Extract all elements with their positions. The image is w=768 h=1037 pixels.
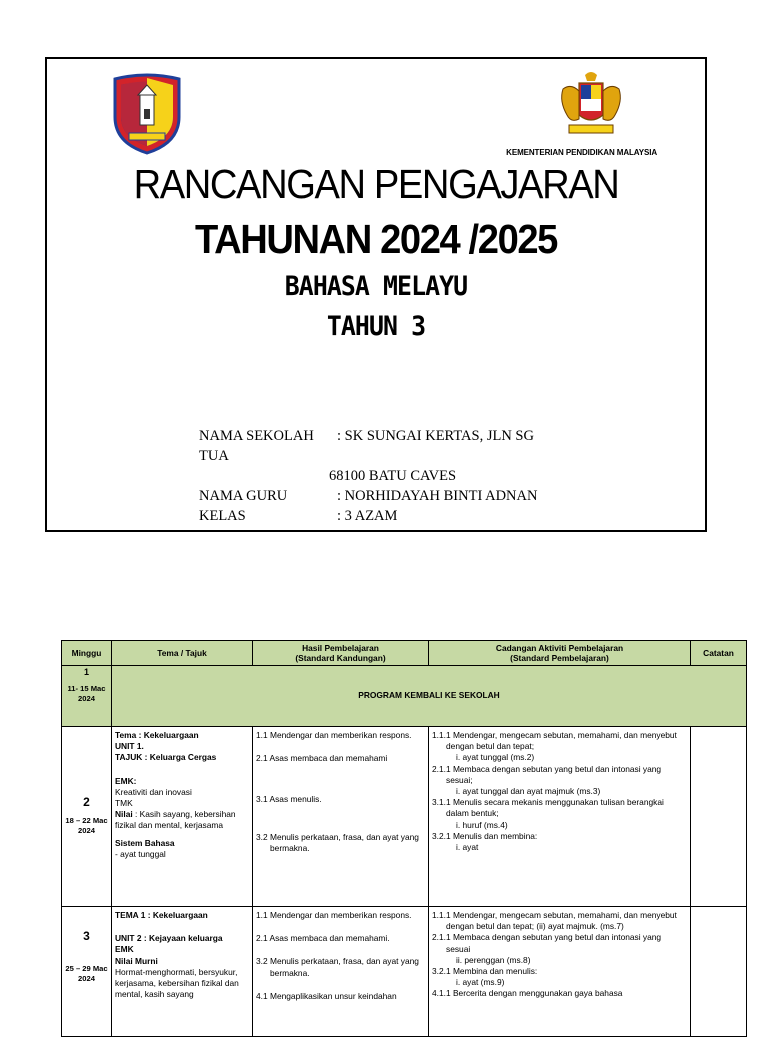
ministry-label: KEMENTERIAN PENDIDIKAN MALAYSIA	[506, 148, 657, 157]
week-3-nilai: Hormat-menghormati, bersyukur, kerjasama, kebersihan fizikal dan mental, kasih sayang	[115, 966, 239, 1000]
sk-item: 3.2 Menulis perkataan, frasa, dan ayat yang bermakna.	[256, 956, 419, 978]
nilai-value: : Kasih sayang, kebersihan fizikal dan mental, kerjasama	[115, 809, 236, 831]
back-to-school-program: PROGRAM KEMBALI KE SEKOLAH	[112, 666, 747, 727]
week-3-theme	[112, 907, 253, 1037]
sp-item: 1.1.1 Mendengar, mengecam sebutan, memahami, dan menyebut dengan betul dan tepat; (ii) ayat majmuk. (ms.7)	[432, 910, 677, 932]
sp-item: 1.1.1 Mendengar, mengecam sebutan, memahami, dan menyebut dengan betul dan tepat;	[432, 730, 677, 752]
table-row-week-1	[62, 666, 747, 727]
week-2-tajuk	[115, 752, 249, 763]
teacher-value: : NORHIDAYAH BINTI ADNAN	[337, 488, 538, 504]
sp-sub: i. ayat tunggal (ms.2)	[456, 752, 535, 763]
subject-title: BAHASA MELAYU	[284, 271, 468, 302]
document-title-line-2: TAHUNAN 2024 /2025	[194, 216, 558, 262]
school-value: : SK SUNGAI KERTAS, JLN SG	[337, 428, 534, 444]
tema-value: Kekeluargaan	[150, 910, 208, 920]
week-2-emk: Kreativiti dan inovasi	[115, 786, 192, 797]
week-2-sistem: - ayat tunggal	[115, 848, 166, 859]
week-3-cell	[62, 907, 112, 1037]
week-3-emk: EMK	[115, 944, 134, 955]
week-3-standard-pembelajaran	[429, 907, 691, 1037]
week-1-number: 1	[83, 667, 89, 677]
week-2-sistem-label: Sistem Bahasa	[115, 837, 175, 848]
week-3-nilai-label: Nilai Murni	[115, 955, 158, 966]
header-activity	[429, 641, 691, 666]
sp-item: 3.2.1 Membina dan menulis:	[432, 966, 538, 977]
school-info	[199, 426, 579, 526]
school-address: 68100 BATU CAVES	[329, 468, 457, 484]
header-activity-line-1: Cadangan Aktiviti Pembelajaran	[495, 643, 624, 653]
sk-item: 4.1 Mengaplikasikan unsur keindahan	[256, 990, 397, 1001]
sp-item: 4.1.1 Bercerita dengan menggunakan gaya bahasa	[432, 988, 623, 999]
week-2-standard-kandungan	[253, 727, 429, 907]
sk-item: 3.2 Menulis perkataan, frasa, dan ayat yang bermakna.	[256, 831, 419, 853]
sk-item: 1.1 Mendengar dan memberikan respons.	[256, 730, 412, 740]
week-1-date: 11- 15 Mac 2024	[67, 684, 106, 704]
table-header-row	[62, 641, 747, 666]
week-2-standard-pembelajaran	[429, 727, 691, 907]
table-row-week-3	[62, 907, 747, 1037]
week-2-notes	[691, 727, 747, 907]
header-theme: Tema / Tajuk	[112, 641, 253, 666]
header-notes: Catatan	[691, 641, 747, 666]
cover-page	[45, 57, 707, 532]
year-title: TAHUN 3	[326, 311, 426, 342]
week-3-date: 25 – 29 Mac 2024	[65, 964, 108, 984]
unit-value: Kejayaan keluarga	[146, 933, 223, 944]
tajuk-label: TAJUK :	[115, 752, 148, 763]
sp-sub: i. ayat	[456, 842, 479, 853]
sp-sub: ii. perenggan (ms.8)	[456, 954, 531, 965]
week-2-emk-label: EMK:	[115, 775, 137, 786]
sp-item: 3.2.1 Menulis dan membina:	[432, 830, 538, 841]
week-2-unit: UNIT 1.	[115, 741, 144, 752]
header-lo-line-1: Hasil Pembelajaran	[302, 643, 379, 653]
teacher-row	[199, 486, 579, 506]
sp-sub: i. ayat tunggal dan ayat majmuk (ms.3)	[456, 786, 601, 797]
sp-item: 2.1.1 Membaca dengan sebutan yang betul dan intonasi yang sesuai;	[432, 763, 662, 785]
table-row-week-2	[62, 727, 747, 907]
sp-item: 2.1.1 Membaca dengan sebutan yang betul dan intonasi yang sesuai	[432, 932, 662, 954]
school-cont: TUA	[199, 448, 229, 464]
week-3-notes	[691, 907, 747, 1037]
week-3-standard-kandungan	[253, 907, 429, 1037]
week-2-cell	[62, 727, 112, 907]
school-label: NAMA SEKOLAH	[199, 428, 314, 444]
sk-item: 3.1 Asas menulis.	[256, 794, 322, 805]
class-row	[199, 506, 579, 526]
malaysia-coat-of-arms-logo	[557, 71, 625, 143]
header-week: Minggu	[62, 641, 112, 666]
week-2-date: 18 – 22 Mac 2024	[65, 816, 108, 836]
document-title-line-1: RANCANGAN PENGAJARAN	[133, 161, 619, 207]
sk-item: 2.1 Asas membaca dan memahami	[256, 753, 388, 764]
week-3-number: 3	[83, 929, 90, 943]
teacher-label: NAMA GURU	[199, 488, 288, 504]
unit-label: UNIT 2 :	[115, 933, 147, 944]
school-crest-logo	[111, 73, 183, 155]
week-2-tema: Tema : Kekeluargaan	[115, 730, 199, 740]
yearly-plan-table	[61, 640, 747, 1037]
sp-item: 3.1.1 Menulis secara mekanis menggunakan tulisan berangkai dalam bentuk;	[432, 797, 664, 819]
sp-sub: i. ayat (ms.9)	[456, 977, 505, 988]
sp-sub: i. huruf (ms.4)	[456, 819, 508, 830]
tema-label: TEMA 1 :	[115, 910, 151, 920]
header-lo-line-2: (Standard Kandungan)	[295, 653, 386, 663]
week-1-cell	[62, 666, 112, 727]
nilai-label: Nilai	[115, 809, 133, 820]
school-row	[199, 426, 579, 446]
week-3-tema	[115, 910, 249, 921]
sk-item: 1.1 Mendengar dan memberikan respons.	[256, 910, 412, 920]
tajuk-value: Keluarga Cergas	[147, 752, 217, 763]
week-2-nilai	[115, 809, 249, 831]
week-2-number: 2	[83, 794, 90, 809]
header-activity-line-2: (Standard Pembelajaran)	[510, 653, 609, 663]
class-value: : 3 AZAM	[337, 508, 398, 524]
sk-item: 2.1 Asas membaca dan memahami.	[256, 933, 390, 944]
header-learning-outcome	[253, 641, 429, 666]
week-2-theme	[112, 727, 253, 907]
week-2-tmk: TMK	[115, 798, 133, 809]
week-3-unit	[115, 933, 249, 944]
class-label: KELAS	[199, 508, 246, 524]
